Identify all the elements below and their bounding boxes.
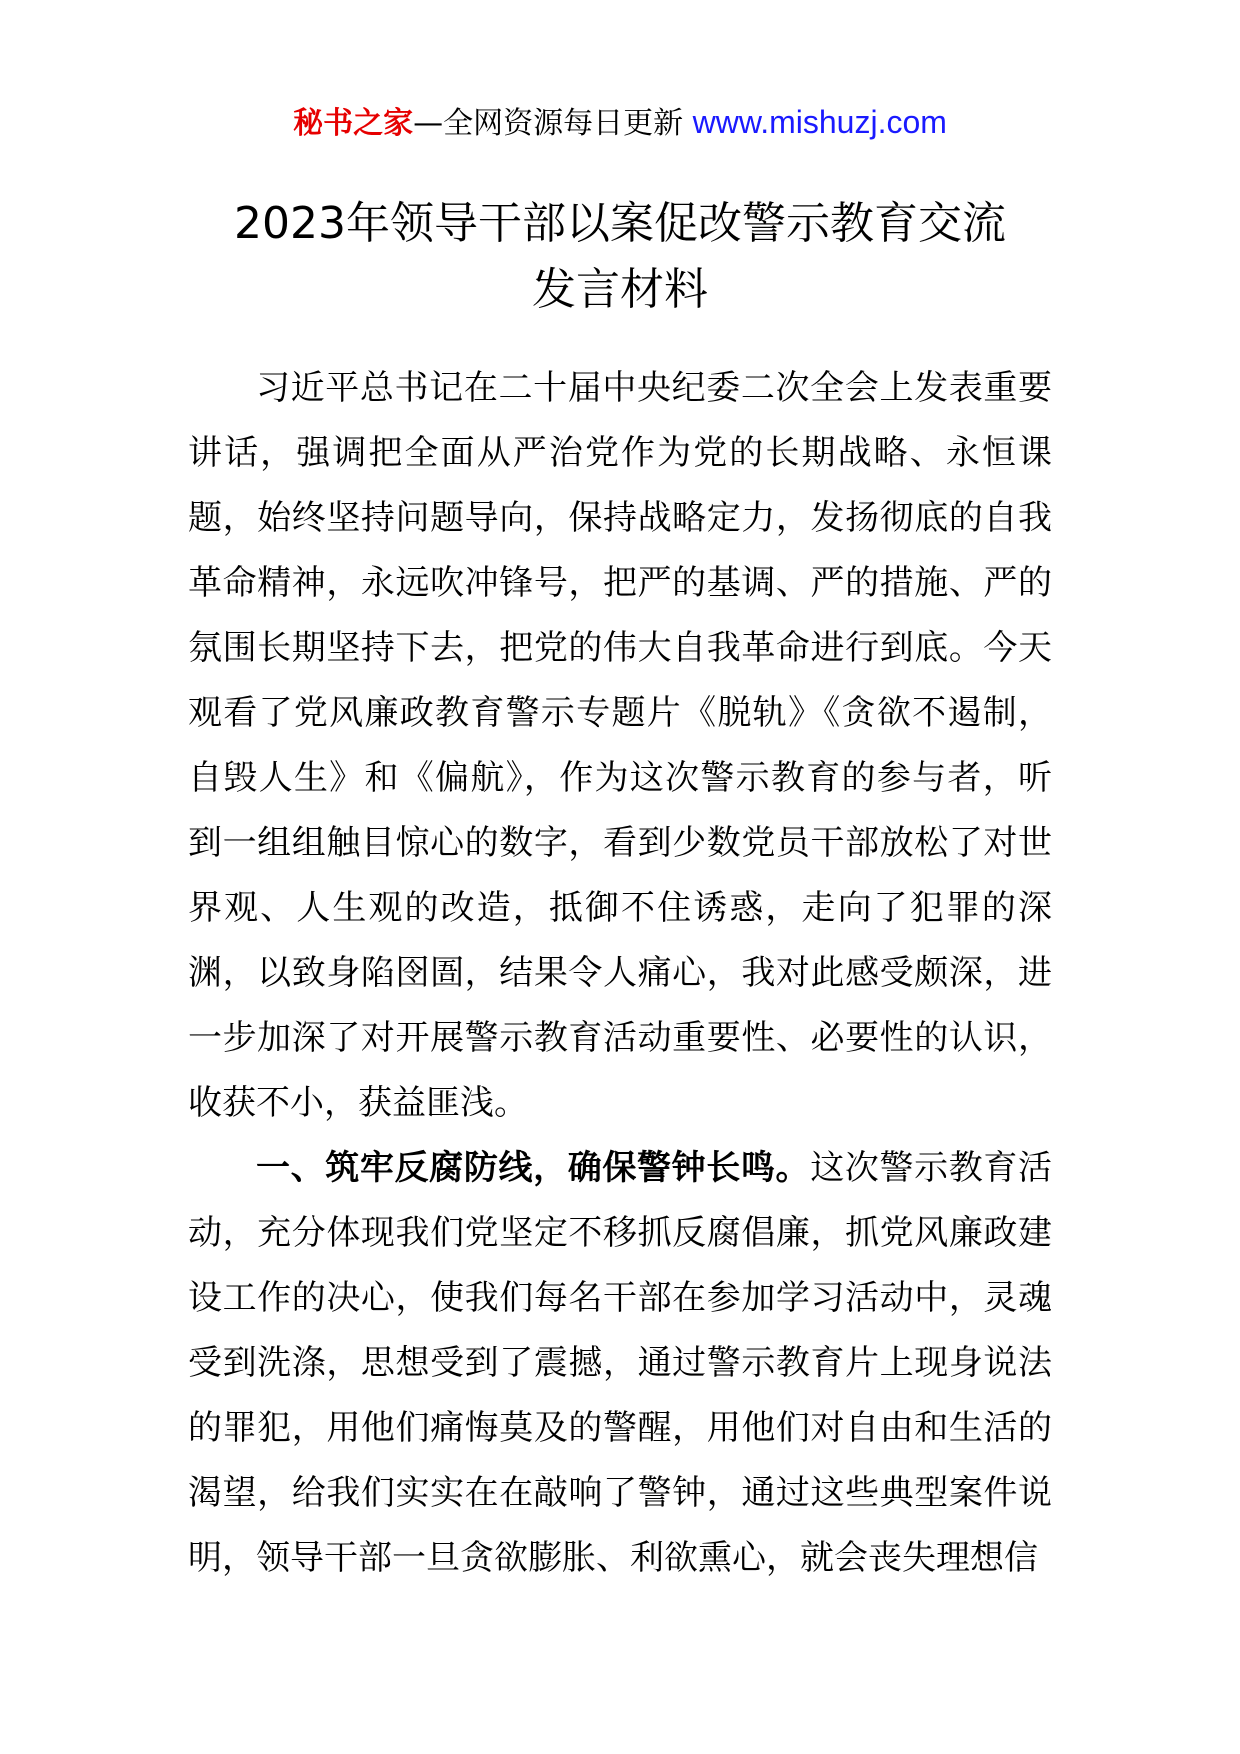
site-header [0, 100, 1240, 146]
brand-name: 秘书之家 [293, 106, 414, 141]
paragraph-section-1 [188, 1136, 1052, 1591]
title-line-1: 2023年领导干部以案促改警示教育交流 [234, 198, 1006, 250]
site-url-link[interactable]: www.mishuzj.com [692, 104, 947, 140]
paragraph-intro [188, 356, 1052, 1136]
paragraph-text: 这次警示教育活动，充分体现我们党坚定不移抓反腐倡廉，抓党风廉政建设工作的决心，使我们每名干部在参加学习活动中，灵魂受到洗涤，思想受到了震撼，通过警示教育片上现身说法的罪犯，用他们痛悔莫及的警醒，用他们对自由和生活的渴望，给我们实实在在敲响了警钟，通过这些典型案件说明，领导干部一旦贪欲膨胀、利欲熏心，就会丧失理想信 [188, 1148, 1053, 1578]
document-body [188, 356, 1052, 1591]
section-heading: 一、筑牢反腐防线，确保警钟长鸣。 [256, 1148, 811, 1188]
header-tagline: —全网资源每日更新 [413, 106, 693, 141]
title-line-2: 发言材料 [532, 264, 708, 316]
document-title [140, 191, 1100, 323]
paragraph-text: 习近平总书记在二十届中央纪委二次全会上发表重要讲话，强调把全面从严治党作为党的长期战略、永恒课题，始终坚持问题导向，保持战略定力，发扬彻底的自我革命精神，永远吹冲锋号，把严的基调、严的措施、严的氛围长期坚持下去，把党的伟大自我革命进行到底。今天观看了党风廉政教育警示专题片《脱轨》《贪欲不遏制，自毁人生》和《偏航》，作为这次警示教育的参与者，听到一组组触目惊心的数字，看到少数党员干部放松了对世界观、人生观的改造，抵御不住诱惑，走向了犯罪的深渊，以致身陷囹圄，结果令人痛心，我对此感受颇深，进一步加深了对开展警示教育活动重要性、必要性的认识，收获不小，获益匪浅。 [188, 368, 1052, 1123]
